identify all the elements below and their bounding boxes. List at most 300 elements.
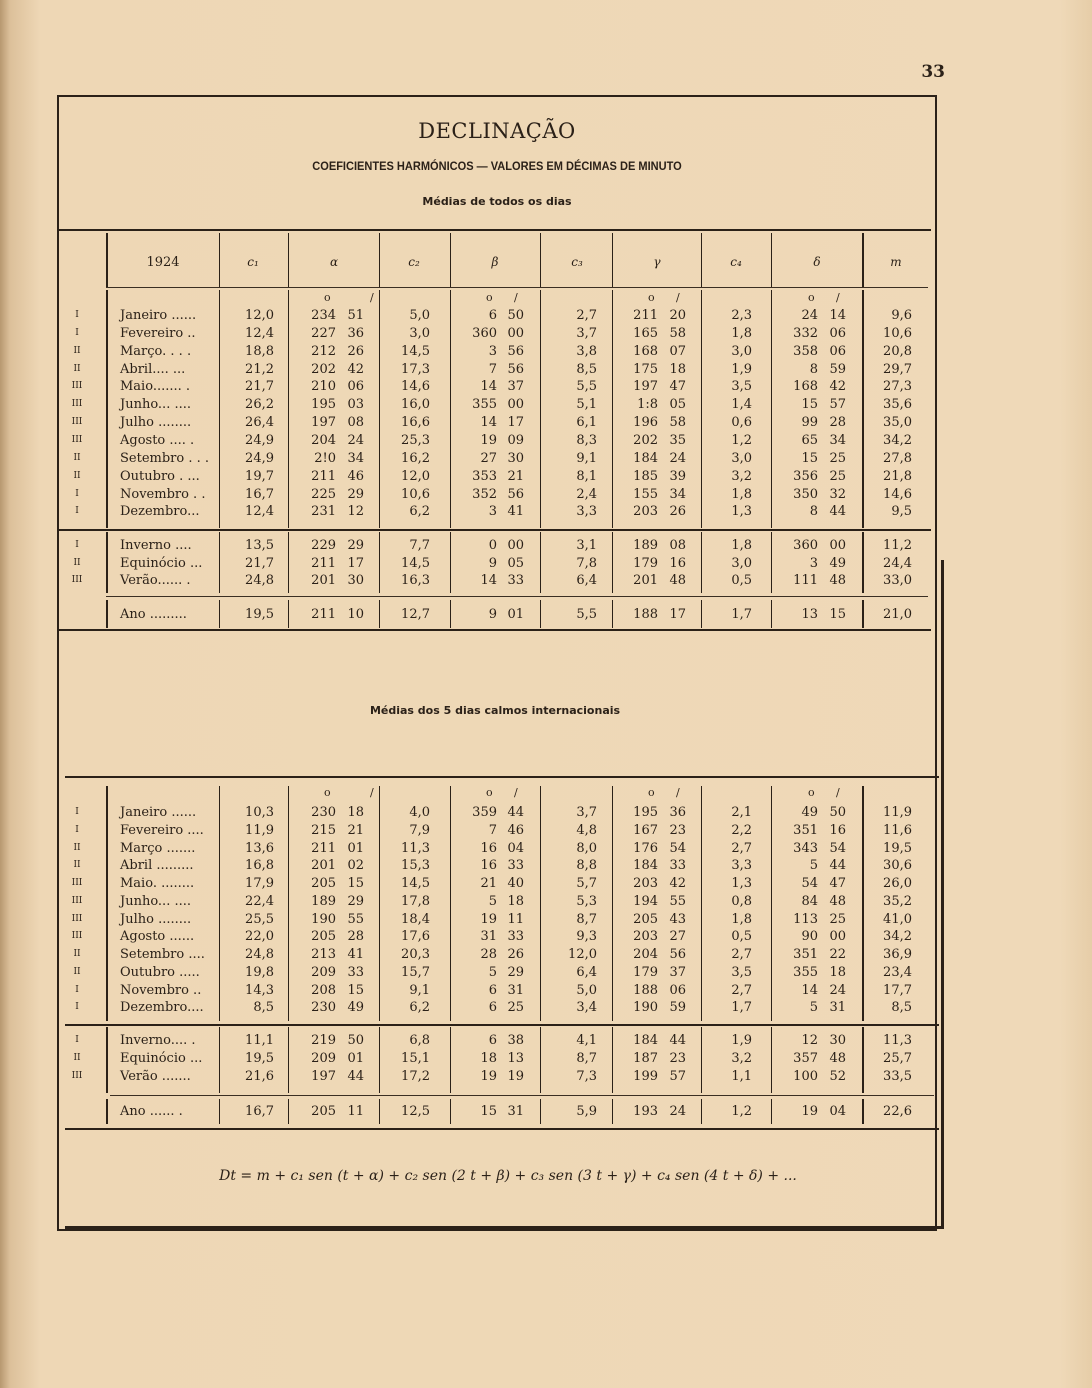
month-label: Julho ........ <box>120 415 192 431</box>
season-label: I <box>75 540 79 550</box>
season-row <box>0 1032 1092 1049</box>
cell-c3: 5,5 <box>576 379 597 395</box>
cell-b-m: 46 <box>507 822 524 838</box>
cell-b-d: 5 <box>488 893 497 909</box>
month-label: Verão...... . <box>120 573 191 589</box>
cell-c1: 19,5 <box>245 1051 274 1066</box>
cell-d-m: 49 <box>829 555 846 571</box>
cell-c1: 19,5 <box>245 607 274 622</box>
cell-b-d: 355 <box>472 397 497 413</box>
unit-deg-marker: o <box>808 291 815 304</box>
cell-a-d: 219 <box>311 1033 336 1048</box>
table-row <box>0 964 1092 981</box>
season-label: II <box>73 842 81 853</box>
cell-a-d: 211 <box>311 607 336 622</box>
cell-a-d: 230 <box>311 805 336 820</box>
cell-d-m: 54 <box>829 840 846 856</box>
cell-g-m: 24 <box>669 1104 686 1119</box>
cell-d-m: 22 <box>829 947 846 962</box>
row-rule <box>110 1095 934 1096</box>
cell-a-m: 46 <box>347 468 364 484</box>
cell-a-m: 01 <box>347 840 364 856</box>
cell-m: 20,8 <box>883 343 912 359</box>
cell-c1: 10,3 <box>245 805 274 820</box>
cell-a-d: 201 <box>311 858 336 874</box>
cell-b-d: 352 <box>472 486 497 502</box>
cell-b-d: 28 <box>480 947 497 962</box>
cell-c4: 2,7 <box>731 947 752 962</box>
unit-deg-marker: o <box>486 786 493 799</box>
cell-a-m: 24 <box>347 432 364 448</box>
month-label: Inverno.... . <box>120 1033 196 1048</box>
unit-min-marker: / <box>370 786 374 799</box>
cell-d-m: 59 <box>829 361 846 377</box>
cell-c4: 3,0 <box>731 555 752 571</box>
cell-c3: 9,3 <box>576 929 597 945</box>
month-label: Agosto .... . <box>120 432 195 448</box>
cell-g-d: 197 <box>633 379 658 395</box>
cell-c2: 16,3 <box>401 573 430 589</box>
month-label: Novembro .. <box>120 982 202 998</box>
cell-d-m: 32 <box>829 486 846 502</box>
cell-c2: 11,3 <box>401 840 430 856</box>
cell-c1: 8,5 <box>253 1000 274 1016</box>
cell-a-m: 11 <box>347 1104 364 1119</box>
cell-a-d: 195 <box>311 397 336 413</box>
cell-c3: 3,1 <box>576 538 597 553</box>
month-label: Março ....... <box>120 840 196 856</box>
cell-c2: 5,0 <box>409 308 430 323</box>
month-label: Dezembro.... <box>120 1000 204 1016</box>
month-label: Junho... .... <box>120 397 191 413</box>
cell-g-d: 202 <box>633 432 658 448</box>
cell-b-m: 11 <box>507 911 524 927</box>
cell-a-d: 190 <box>311 911 336 927</box>
cell-g-d: 195 <box>633 805 658 820</box>
header-year: 1924 <box>146 255 180 270</box>
cell-g-d: 187 <box>633 1051 658 1066</box>
cell-c1: 11,9 <box>245 822 274 838</box>
cell-a-d: 210 <box>311 379 336 395</box>
cell-a-m: 41 <box>347 947 364 962</box>
cell-c1: 18,8 <box>245 343 274 359</box>
cell-g-d: 167 <box>633 822 658 838</box>
table-row <box>0 414 1092 431</box>
cell-b-m: 56 <box>507 361 524 377</box>
cell-d-d: 49 <box>801 805 818 820</box>
cell-a-d: 213 <box>311 947 336 962</box>
unit-min-marker: / <box>514 786 518 799</box>
cell-g-d: 204 <box>633 947 658 962</box>
month-label: Verão ....... <box>120 1069 191 1084</box>
unit-deg-marker: o <box>324 786 331 799</box>
cell-c4: 1,9 <box>731 1033 752 1048</box>
cell-b-m: 30 <box>507 450 524 466</box>
cell-d-d: 12 <box>801 1033 818 1048</box>
cell-c2: 14,5 <box>401 343 430 359</box>
cell-c3: 8,3 <box>576 432 597 448</box>
month-label: Setembro . . . <box>120 450 210 466</box>
month-label: Ano ...... . <box>120 1104 183 1119</box>
season-label: I <box>75 807 79 817</box>
cell-a-d: 201 <box>311 573 336 589</box>
cell-c4: 1,8 <box>731 325 752 341</box>
cell-g-m: 44 <box>669 1033 686 1048</box>
unit-deg-marker: o <box>324 291 331 304</box>
cell-a-m: 29 <box>347 538 364 553</box>
column-rule <box>288 233 289 287</box>
column-rule <box>219 233 220 287</box>
cell-m: 41,0 <box>883 911 912 927</box>
cell-c2: 12,0 <box>401 468 430 484</box>
row-rule <box>65 1128 939 1130</box>
cell-c4: 0,5 <box>731 929 752 945</box>
cell-c1: 13,6 <box>245 840 274 856</box>
season-label: I <box>75 984 79 995</box>
table-row <box>0 928 1092 945</box>
cell-g-d: 203 <box>633 504 658 520</box>
cell-g-d: 203 <box>633 929 658 945</box>
cell-c1: 24,9 <box>245 450 274 466</box>
cell-m: 17,7 <box>883 982 912 998</box>
row-rule <box>65 1024 939 1026</box>
section2-caption: Médias dos 5 dias calmos internacionais <box>369 704 621 717</box>
cell-g-m: 23 <box>669 822 686 838</box>
unit-deg-marker: o <box>808 786 815 799</box>
cell-c1: 12,4 <box>245 325 274 341</box>
cell-m: 35,6 <box>883 397 912 413</box>
column-rule <box>612 233 613 287</box>
cell-d-d: 343 <box>793 840 818 856</box>
cell-c1: 24,8 <box>245 573 274 589</box>
cell-g-d: 179 <box>633 555 658 571</box>
cell-c2: 25,3 <box>401 432 430 448</box>
cell-g-m: 06 <box>669 982 686 998</box>
row-rule <box>59 529 931 531</box>
cell-g-m: 58 <box>669 325 686 341</box>
season-row <box>0 572 1092 589</box>
cell-d-m: 42 <box>829 379 846 395</box>
cell-a-d: 231 <box>311 504 336 520</box>
cell-a-m: 01 <box>347 1051 364 1066</box>
cell-c2: 20,3 <box>401 947 430 962</box>
cell-d-d: 65 <box>801 432 818 448</box>
season-label: I <box>75 310 79 320</box>
cell-m: 34,2 <box>883 432 912 448</box>
cell-c4: 1,3 <box>731 504 752 520</box>
month-label: Maio....... . <box>120 379 191 395</box>
cell-g-m: 16 <box>669 555 686 571</box>
month-label: Janeiro ...... <box>120 805 197 820</box>
season-row <box>0 1068 1092 1085</box>
cell-g-d: 211 <box>633 308 658 323</box>
cell-b-m: 00 <box>507 325 524 341</box>
cell-c4: 0,5 <box>731 573 752 589</box>
season-row <box>0 1050 1092 1067</box>
cell-d-d: 5 <box>809 1000 818 1016</box>
table-row <box>0 468 1092 485</box>
cell-b-d: 21 <box>480 876 497 891</box>
cell-c1: 24,8 <box>245 947 274 962</box>
cell-a-m: 15 <box>347 876 364 891</box>
cell-m: 27,3 <box>883 379 912 395</box>
cell-d-d: 19 <box>801 1104 818 1119</box>
cell-c4: 2,7 <box>731 840 752 856</box>
cell-d-d: 332 <box>793 325 818 341</box>
cell-g-m: 56 <box>669 947 686 962</box>
table-row <box>0 999 1092 1016</box>
cell-c4: 1,1 <box>731 1069 752 1084</box>
cell-a-m: 21 <box>347 822 364 838</box>
cell-d-m: 44 <box>829 504 846 520</box>
cell-m: 33,0 <box>883 573 912 589</box>
season-label: III <box>71 417 83 428</box>
season-label: III <box>71 434 83 445</box>
cell-a-m: 33 <box>347 964 364 980</box>
cell-b-d: 14 <box>480 573 497 589</box>
cell-a-m: 06 <box>347 379 364 395</box>
table-row <box>0 503 1092 520</box>
cell-a-m: 15 <box>347 982 364 998</box>
cell-b-m: 38 <box>507 1033 524 1048</box>
cell-g-m: 23 <box>669 1051 686 1066</box>
cell-d-d: 99 <box>801 415 818 431</box>
cell-a-d: 209 <box>311 1051 336 1066</box>
cell-c4: 1,7 <box>731 1000 752 1016</box>
cell-d-m: 25 <box>829 911 846 927</box>
unit-min-marker: / <box>836 291 840 304</box>
cell-b-m: 13 <box>507 1051 524 1066</box>
cell-b-m: 50 <box>507 308 524 323</box>
cell-a-m: 28 <box>347 929 364 945</box>
column-rule <box>450 233 451 287</box>
unit-min-marker: / <box>514 291 518 304</box>
table-row <box>0 857 1092 874</box>
cell-b-m: 41 <box>507 504 524 520</box>
cell-c1: 21,6 <box>245 1069 274 1084</box>
season-label: II <box>73 470 81 481</box>
cell-c3: 3,4 <box>576 1000 597 1016</box>
cell-c1: 16,8 <box>245 858 274 874</box>
unit-min-marker: / <box>836 786 840 799</box>
header-bottom-rule <box>106 287 928 288</box>
cell-d-m: 48 <box>829 573 846 589</box>
season-label: III <box>71 931 83 942</box>
cell-g-m: 27 <box>669 929 686 945</box>
month-label: Ano ......... <box>120 607 187 622</box>
cell-c3: 8,5 <box>576 361 597 377</box>
month-label: Inverno .... <box>120 538 192 553</box>
cell-d-m: 06 <box>829 343 846 359</box>
cell-d-m: 52 <box>829 1069 846 1084</box>
cell-a-m: 02 <box>347 858 364 874</box>
cell-a-m: 12 <box>347 504 364 520</box>
month-label: Outubro . ... <box>120 468 200 484</box>
month-label: Fevereiro .... <box>120 822 204 838</box>
row-rule <box>59 629 931 631</box>
column-rule <box>379 233 380 287</box>
cell-a-d: 205 <box>311 1104 336 1119</box>
cell-a-m: 30 <box>347 573 364 589</box>
cell-g-d: 205 <box>633 911 658 927</box>
cell-c2: 18,4 <box>401 911 430 927</box>
cell-c3: 9,1 <box>576 450 597 466</box>
cell-d-d: 14 <box>801 982 818 998</box>
cell-c4: 2,1 <box>731 805 752 820</box>
cell-d-d: 360 <box>793 538 818 553</box>
cell-d-m: 04 <box>829 1104 846 1119</box>
cell-c1: 24,9 <box>245 432 274 448</box>
cell-g-d: 1:8 <box>637 397 658 413</box>
cell-b-d: 16 <box>480 858 497 874</box>
table-row <box>0 396 1092 413</box>
row-rule <box>65 776 939 778</box>
cell-b-d: 14 <box>480 379 497 395</box>
cell-a-d: 205 <box>311 876 336 891</box>
cell-d-d: 357 <box>793 1051 818 1066</box>
cell-b-d: 6 <box>488 1033 497 1048</box>
cell-c2: 7,9 <box>409 822 430 838</box>
cell-b-d: 18 <box>480 1051 497 1066</box>
cell-b-m: 25 <box>507 1000 524 1016</box>
cell-c4: 3,5 <box>731 379 752 395</box>
season-row <box>0 537 1092 554</box>
cell-a-m: 42 <box>347 361 364 377</box>
year-row <box>0 1103 1092 1120</box>
cell-c2: 14,5 <box>401 876 430 891</box>
cell-c2: 14,5 <box>401 555 430 571</box>
cell-g-d: 194 <box>633 893 658 909</box>
cell-d-m: 47 <box>829 876 846 891</box>
cell-c3: 5,1 <box>576 397 597 413</box>
cell-c3: 5,9 <box>576 1104 597 1119</box>
cell-d-d: 54 <box>801 876 818 891</box>
cell-m: 33,5 <box>883 1069 912 1084</box>
cell-c3: 3,7 <box>576 805 597 820</box>
cell-d-m: 14 <box>829 308 846 323</box>
cell-c3: 8,7 <box>576 911 597 927</box>
cell-b-m: 21 <box>507 468 524 484</box>
cell-m: 9,5 <box>891 504 912 520</box>
season-label: II <box>73 345 81 356</box>
cell-b-d: 16 <box>480 840 497 856</box>
page-number: 33 <box>921 62 945 82</box>
cell-g-d: 184 <box>633 858 658 874</box>
cell-g-m: 54 <box>669 840 686 856</box>
cell-g-m: 26 <box>669 504 686 520</box>
cell-c3: 7,8 <box>576 555 597 571</box>
month-label: Julho ........ <box>120 911 192 927</box>
table-row <box>0 911 1092 928</box>
cell-c1: 17,9 <box>245 876 274 891</box>
column-rule <box>106 233 108 287</box>
cell-m: 26,0 <box>883 876 912 891</box>
cell-c2: 17,2 <box>401 1069 430 1084</box>
cell-g-d: 179 <box>633 964 658 980</box>
cell-c1: 21,7 <box>245 555 274 571</box>
month-label: Março. . . . <box>120 343 192 359</box>
header-gamma: γ <box>653 255 661 269</box>
cell-d-m: 30 <box>829 1033 846 1048</box>
cell-m: 11,9 <box>883 805 912 820</box>
season-label: II <box>73 363 81 374</box>
unit-deg-marker: o <box>648 291 655 304</box>
cell-b-m: 17 <box>507 415 524 431</box>
cell-c1: 22,4 <box>245 893 274 909</box>
cell-a-m: 55 <box>347 911 364 927</box>
cell-b-d: 6 <box>488 308 497 323</box>
season-label: II <box>73 557 81 568</box>
cell-a-d: 211 <box>311 468 336 484</box>
cell-c4: 3,0 <box>731 450 752 466</box>
cell-c4: 1,2 <box>731 432 752 448</box>
unit-min-marker: / <box>676 786 680 799</box>
cell-c1: 12,4 <box>245 504 274 520</box>
cell-g-m: 33 <box>669 858 686 874</box>
cell-g-m: 08 <box>669 538 686 553</box>
cell-b-d: 353 <box>472 468 497 484</box>
cell-m: 34,2 <box>883 929 912 945</box>
cell-d-d: 8 <box>809 504 818 520</box>
cell-c4: 3,0 <box>731 343 752 359</box>
cell-b-d: 15 <box>480 1104 497 1119</box>
cell-a-m: 29 <box>347 893 364 909</box>
cell-g-m: 57 <box>669 1069 686 1084</box>
cell-c2: 12,5 <box>401 1104 430 1119</box>
cell-c3: 5,5 <box>576 607 597 622</box>
cell-c2: 9,1 <box>409 982 430 998</box>
cell-g-d: 176 <box>633 840 658 856</box>
cell-b-m: 04 <box>507 840 524 856</box>
table-row <box>0 361 1092 378</box>
cell-b-m: 00 <box>507 538 524 553</box>
cell-g-d: 155 <box>633 486 658 502</box>
cell-g-m: 55 <box>669 893 686 909</box>
cell-m: 25,7 <box>883 1051 912 1066</box>
page-subtitle: COEFICIENTES HARMÓNICOS — VALORES EM DÉCIMAS DE MINUTO <box>312 159 682 173</box>
table-row <box>0 450 1092 467</box>
cell-d-d: 8 <box>809 361 818 377</box>
cell-m: 30,6 <box>883 858 912 874</box>
cell-b-m: 00 <box>507 397 524 413</box>
season-label: I <box>75 824 79 835</box>
table-row <box>0 343 1092 360</box>
table-row <box>0 378 1092 395</box>
season-label: III <box>71 575 83 586</box>
cell-a-d: 197 <box>311 415 336 431</box>
cell-g-m: 59 <box>669 1000 686 1016</box>
cell-c2: 6,8 <box>409 1033 430 1048</box>
cell-a-m: 29 <box>347 486 364 502</box>
cell-c2: 17,3 <box>401 361 430 377</box>
table-row <box>0 875 1092 892</box>
month-label: Maio. ........ <box>120 876 195 891</box>
cell-c3: 6,4 <box>576 964 597 980</box>
cell-b-m: 31 <box>507 1104 524 1119</box>
cell-d-d: 24 <box>801 308 818 323</box>
cell-c2: 7,7 <box>409 538 430 553</box>
cell-g-m: 20 <box>669 308 686 323</box>
cell-a-m: 08 <box>347 415 364 431</box>
table-row <box>0 804 1092 821</box>
cell-d-m: 16 <box>829 822 846 838</box>
cell-a-m: 44 <box>347 1069 364 1084</box>
cell-g-d: 188 <box>633 982 658 998</box>
month-label: Outubro ..... <box>120 964 200 980</box>
cell-b-d: 27 <box>480 450 497 466</box>
cell-c3: 5,3 <box>576 893 597 909</box>
cell-a-m: 49 <box>347 1000 364 1016</box>
